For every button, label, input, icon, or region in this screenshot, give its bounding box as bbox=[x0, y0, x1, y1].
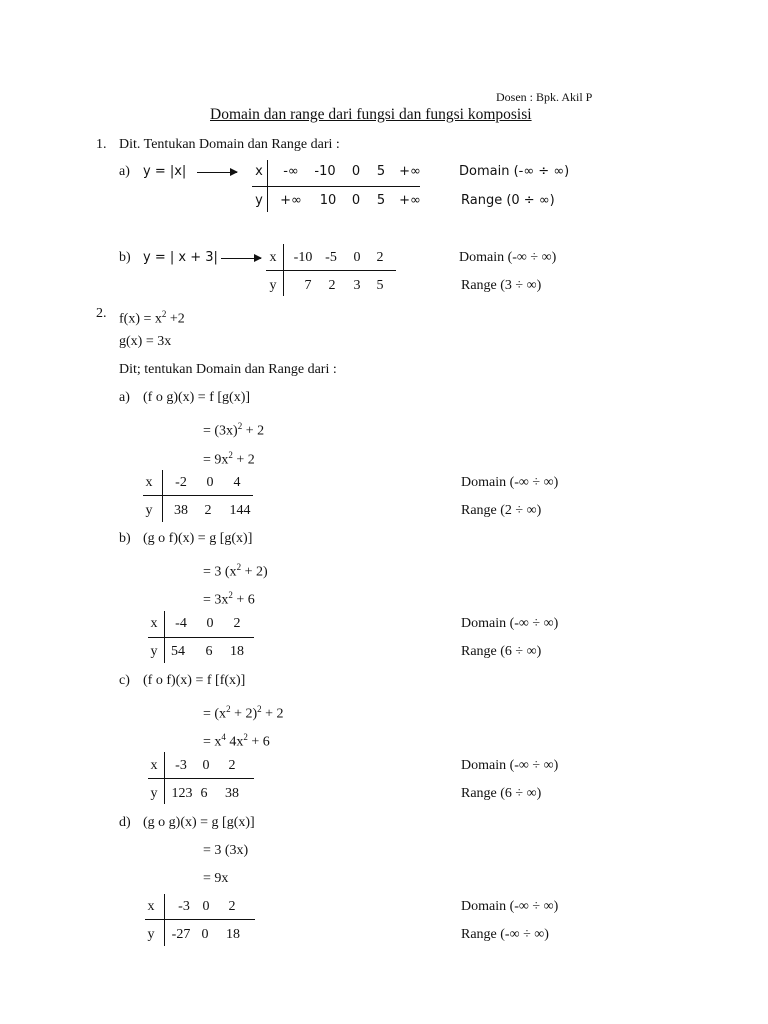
table-y-cell: 6 bbox=[200, 786, 208, 801]
part-label: c) bbox=[119, 673, 130, 688]
table-x-label: x bbox=[147, 899, 155, 914]
table-y-cell: 18 bbox=[226, 927, 240, 942]
table-y-cell: 0 bbox=[351, 193, 361, 208]
table-divider-horizontal bbox=[266, 270, 396, 271]
table-y-cell: 3 bbox=[353, 278, 361, 293]
table-x-cell: -3 bbox=[178, 899, 190, 914]
table-divider-horizontal bbox=[143, 495, 253, 496]
derivation-step: = 3 $(x^2 + 2)$ bbox=[203, 562, 268, 580]
table-x-cell: 2 bbox=[376, 250, 384, 265]
table-x-label: x bbox=[269, 250, 277, 265]
table-x-cell: 0 bbox=[202, 899, 210, 914]
table-y-label: y bbox=[150, 786, 158, 801]
composition-definition: (f o f)(x) = f [f(x)] bbox=[143, 673, 246, 688]
function-f-definition: $f(x) = x^2 +2$ bbox=[119, 309, 185, 327]
table-y-cell: 38 bbox=[174, 503, 188, 518]
composition-definition: (f o g)(x) = f [g(x)] bbox=[143, 390, 251, 405]
table-y-cell: 18 bbox=[230, 644, 244, 659]
table-x-cell: 0 bbox=[351, 164, 361, 179]
table-y-cell: +∞ bbox=[399, 193, 421, 208]
q1b-label: b) bbox=[119, 250, 131, 265]
table-y-cell: 10 bbox=[319, 193, 337, 208]
question-1-number: 1. bbox=[96, 137, 107, 152]
table-x-cell: 2 bbox=[228, 758, 236, 773]
table-x-cell: -4 bbox=[175, 616, 187, 631]
table-y-label: y bbox=[255, 193, 263, 208]
range-text: Range (6 ÷ ∞) bbox=[461, 644, 542, 659]
range-text: Range (6 ÷ ∞) bbox=[461, 786, 542, 801]
domain-text: Domain (-∞ ÷ ∞) bbox=[461, 616, 559, 631]
question-2-text: Dit; tentukan Domain dan Range dari : bbox=[119, 362, 337, 377]
range-text: Range (-∞ ÷ ∞) bbox=[461, 927, 549, 942]
table-x-cell: -∞ bbox=[283, 164, 299, 179]
table-x-cell: -2 bbox=[175, 475, 187, 490]
composition-definition: (g o g)(x) = g [g(x)] bbox=[143, 815, 255, 830]
function-g-definition: g(x) = 3x bbox=[119, 334, 172, 349]
table-divider-horizontal bbox=[145, 919, 255, 920]
question-1-text: Dit. Tentukan Domain dan Range dari : bbox=[119, 137, 340, 152]
q1a-expression: y = |x| bbox=[143, 164, 187, 179]
arrow-icon bbox=[197, 172, 237, 173]
table-divider-horizontal bbox=[148, 778, 254, 779]
table-divider-vertical bbox=[164, 894, 165, 946]
table-x-cell: 4 bbox=[233, 475, 241, 490]
table-y-label: y bbox=[147, 927, 155, 942]
table-divider-horizontal bbox=[148, 637, 254, 638]
table-y-cell: 38 bbox=[225, 786, 239, 801]
q1b-expression: y = | x + 3| bbox=[143, 250, 218, 265]
table-x-cell: 2 bbox=[233, 616, 241, 631]
table-x-cell: 0 bbox=[353, 250, 361, 265]
table-x-label: x bbox=[145, 475, 153, 490]
q1a-range: Range (0 ÷ ∞) bbox=[461, 193, 555, 208]
table-x-cell: 5 bbox=[376, 164, 386, 179]
page-title: Domain dan range dari fungsi dan fungsi komposisi bbox=[210, 106, 532, 123]
question-2-number: 2. bbox=[96, 306, 107, 321]
table-y-cell: -27 bbox=[171, 927, 191, 942]
table-y-label: y bbox=[145, 503, 153, 518]
range-text: Range (2 ÷ ∞) bbox=[461, 503, 542, 518]
derivation-step: = 9x bbox=[203, 871, 229, 886]
table-x-label: x bbox=[150, 758, 158, 773]
q1a-domain: Domain (-∞ ÷ ∞) bbox=[459, 164, 570, 179]
derivation-step: = $3x^2 + 6$ bbox=[203, 590, 255, 608]
table-y-cell: 123 bbox=[171, 786, 193, 801]
table-y-cell: 54 bbox=[171, 644, 185, 659]
table-y-cell: +∞ bbox=[280, 193, 302, 208]
table-y-label: y bbox=[150, 644, 158, 659]
table-x-cell: 0 bbox=[202, 758, 210, 773]
domain-text: Domain (-∞ ÷ ∞) bbox=[461, 899, 559, 914]
table-x-cell: 0 bbox=[206, 475, 214, 490]
q1b-domain: Domain (-∞ ÷ ∞) bbox=[459, 250, 557, 265]
arrow-icon bbox=[221, 258, 261, 259]
q1b-range: Range (3 ÷ ∞) bbox=[461, 278, 542, 293]
table-x-cell: -5 bbox=[325, 250, 337, 265]
table-y-cell: 2 bbox=[328, 278, 336, 293]
derivation-step: = $(3x)^2 + 2$ bbox=[203, 421, 265, 439]
table-x-cell: 0 bbox=[206, 616, 214, 631]
table-y-cell: 5 bbox=[376, 278, 384, 293]
table-y-cell: 0 bbox=[201, 927, 209, 942]
table-x-label: x bbox=[255, 164, 263, 179]
table-x-cell: -10 bbox=[314, 164, 336, 179]
composition-definition: (g o f)(x) = g [g(x)] bbox=[143, 531, 253, 546]
table-x-cell: -3 bbox=[175, 758, 187, 773]
table-y-cell: 2 bbox=[204, 503, 212, 518]
domain-text: Domain (-∞ ÷ ∞) bbox=[461, 475, 559, 490]
part-label: d) bbox=[119, 815, 131, 830]
table-divider-vertical bbox=[162, 470, 163, 522]
table-divider-horizontal bbox=[252, 186, 420, 187]
part-label: b) bbox=[119, 531, 131, 546]
part-label: a) bbox=[119, 390, 130, 405]
table-x-cell: -10 bbox=[293, 250, 313, 265]
table-x-cell: +∞ bbox=[399, 164, 421, 179]
lecturer-note: Dosen : Bpk. Akil P bbox=[496, 90, 593, 104]
table-y-label: y bbox=[269, 278, 277, 293]
derivation-step: = $9x^2 + 2$ bbox=[203, 450, 255, 468]
derivation-step: = $x^4$ $4x^2 + 6$ bbox=[203, 732, 270, 750]
derivation-step: = $(x^2 + 2)^2 + 2$ bbox=[203, 704, 284, 722]
table-y-cell: 5 bbox=[376, 193, 386, 208]
q1a-label: a) bbox=[119, 164, 130, 179]
table-x-label: x bbox=[150, 616, 158, 631]
table-y-cell: 6 bbox=[205, 644, 213, 659]
domain-text: Domain (-∞ ÷ ∞) bbox=[461, 758, 559, 773]
table-y-cell: 144 bbox=[229, 503, 251, 518]
derivation-step: = 3 (3x) bbox=[203, 843, 249, 858]
table-x-cell: 2 bbox=[228, 899, 236, 914]
table-y-cell: 7 bbox=[304, 278, 312, 293]
